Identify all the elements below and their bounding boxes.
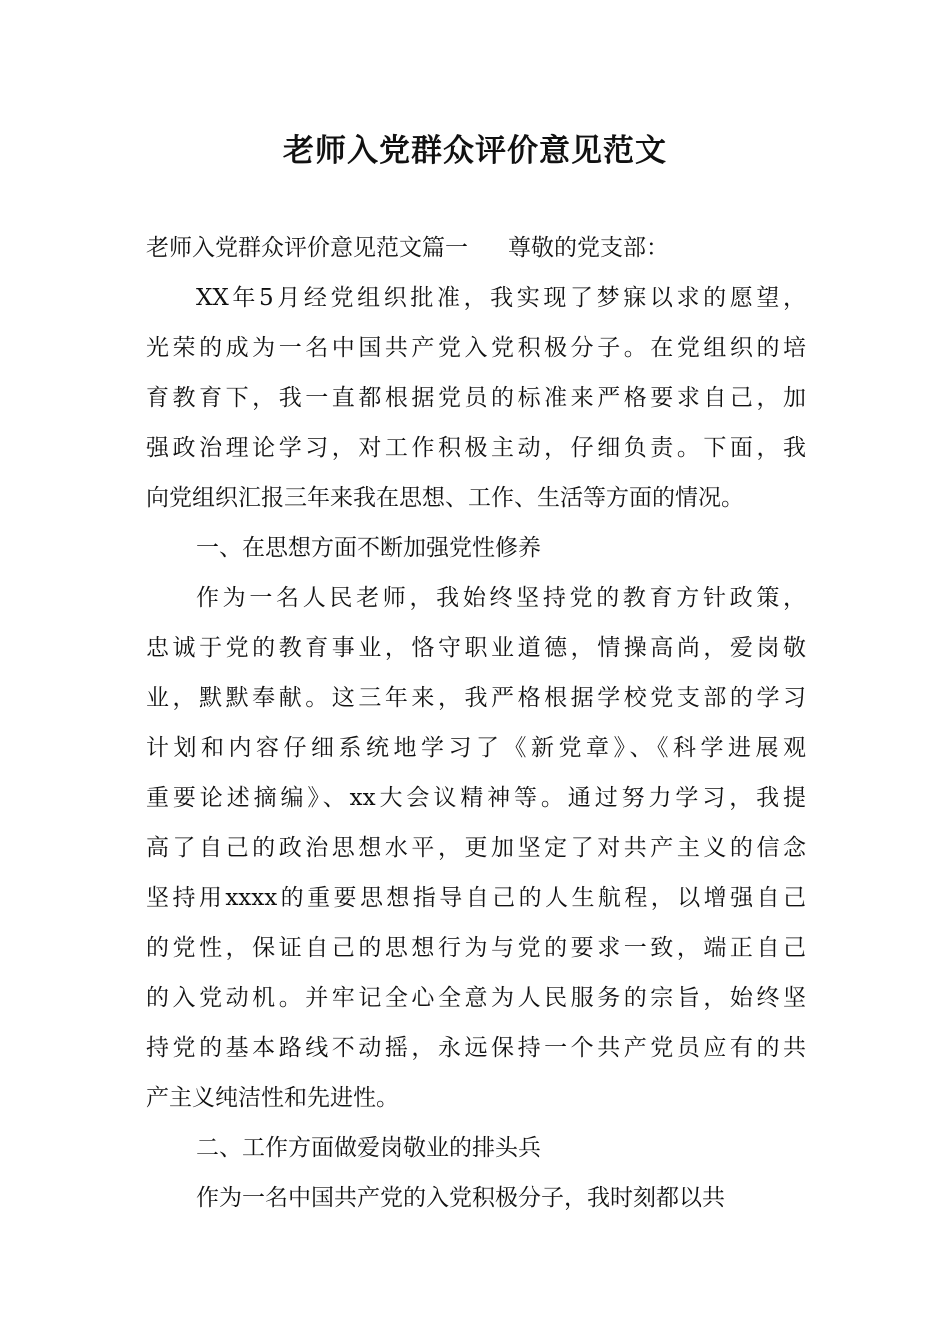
salutation: 尊敬的党支部： xyxy=(508,235,669,261)
text-line: 的党性，保证自己的思想行为与党的要求一致，端正自己 xyxy=(146,935,806,961)
text-line: 业，默默奉献。这三年来，我严格根据学校党支部的学习 xyxy=(146,685,806,711)
paragraph xyxy=(146,573,806,1123)
opening-line xyxy=(146,223,806,273)
paragraph xyxy=(146,273,806,523)
paragraph xyxy=(146,1123,806,1173)
opening-heading: 老师入党群众评价意见范文篇一 xyxy=(146,235,468,261)
text-line: XX年5月经党组织批准，我实现了梦寐以求的愿望， xyxy=(196,285,806,311)
text-line: 育教育下，我一直都根据党员的标准来严格要求自己，加 xyxy=(146,385,806,411)
text-line: 向党组织汇报三年来我在思想、工作、生活等方面的情况。 xyxy=(146,485,744,511)
text-line: 一、在思想方面不断加强党性修养 xyxy=(196,535,541,561)
text-line: 重要论述摘编》、xx大会议精神等。通过努力学习，我提 xyxy=(146,785,806,811)
text-line: 忠诚于党的教育事业，恪守职业道德，情操高尚，爱岗敬 xyxy=(146,635,806,661)
text-line: 的入党动机。并牢记全心全意为人民服务的宗旨，始终坚 xyxy=(146,985,806,1011)
text-line: 持党的基本路线不动摇，永远保持一个共产党员应有的共 xyxy=(146,1035,806,1061)
text-line: 光荣的成为一名中国共产党入党积极分子。在党组织的培 xyxy=(146,335,806,361)
text-line: 坚持用xxxx的重要思想指导自己的人生航程，以增强自己 xyxy=(146,885,806,911)
document-title: 老师入党群众评价意见范文 xyxy=(283,133,667,169)
text-line: 强政治理论学习，对工作积极主动，仔细负责。下面，我 xyxy=(146,435,806,461)
document-body xyxy=(146,223,806,1223)
text-line: 作为一名人民老师，我始终坚持党的教育方针政策， xyxy=(196,585,806,611)
text-line: 作为一名中国共产党的入党积极分子，我时刻都以共 xyxy=(196,1185,725,1211)
text-line: 计划和内容仔细系统地学习了《新党章》、《科学进展观 xyxy=(146,735,806,761)
paragraph xyxy=(146,523,806,573)
paragraphs-container xyxy=(146,273,806,1223)
paragraph xyxy=(146,1173,806,1223)
text-line: 二、工作方面做爱岗敬业的排头兵 xyxy=(196,1135,541,1161)
text-line: 高了自己的政治思想水平，更加坚定了对共产主义的信念 xyxy=(146,835,806,861)
text-line: 产主义纯洁性和先进性。 xyxy=(146,1085,399,1111)
